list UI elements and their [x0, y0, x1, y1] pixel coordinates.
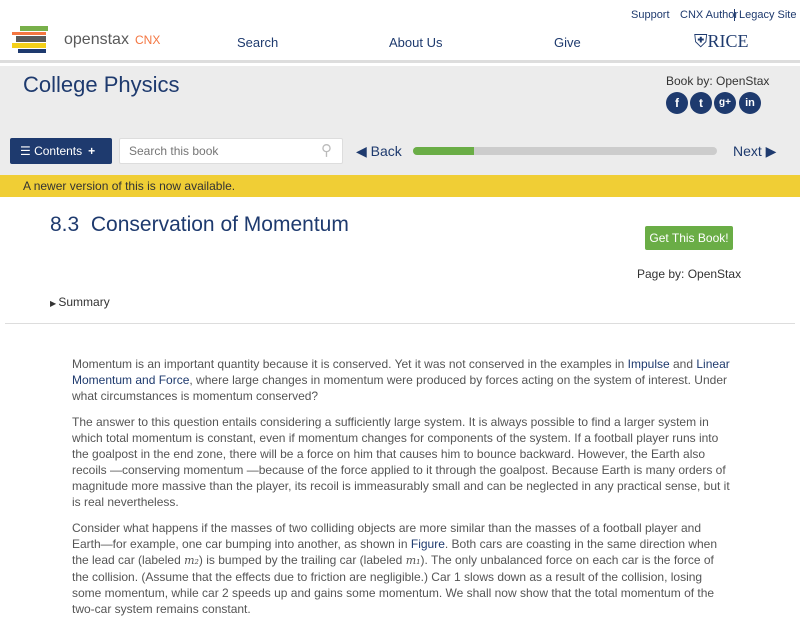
twitter-icon[interactable]: t: [690, 92, 712, 114]
plus-icon: +: [88, 144, 96, 158]
book-title: College Physics: [23, 72, 180, 97]
math-m2: m₂: [184, 554, 199, 567]
page-author: Page by: OpenStax: [637, 267, 742, 281]
list-icon: ☰: [20, 144, 35, 158]
newer-version-link[interactable]: newer version: [33, 179, 109, 193]
linkedin-icon[interactable]: in: [739, 92, 761, 114]
paragraph: Consider what happens if the masses of two colliding objects are more similar than the masses of a football player and Earth—for example, one car bumping into another, as shown in Figure. Both cars are coasting in the same direction when the lead car (labeled m₂) is bumped by the trailing car (labeled m₁). The only unbalanced force on each car is the force of the collision. (Assume that the effects due to friction are negligible.) Car 1 slows down as a result of the collision, losing some momentum, while car 2 speeds up and gains some momentum. We shall now show that the total momentum of the two-car system remains constant.: [72, 521, 718, 616]
divider: [5, 323, 795, 324]
back-button[interactable]: ◀ Back: [356, 143, 402, 159]
nav-search[interactable]: Search: [237, 35, 279, 50]
legacy-site-link[interactable]: Legacy Site: [734, 9, 796, 21]
top-bar: [0, 0, 800, 63]
contents-button[interactable]: ☰ Contents +: [10, 138, 112, 164]
summary-toggle[interactable]: ▶ Summary: [50, 295, 110, 309]
rice-shield-icon: ⛨: [694, 31, 708, 51]
newer-version-banner: A newer version of this is now available.: [0, 175, 800, 197]
google-plus-icon[interactable]: g+: [714, 92, 736, 114]
facebook-icon[interactable]: f: [666, 92, 688, 114]
content-body: [72, 356, 732, 627]
progress-fill: [413, 147, 474, 155]
openstax-logo[interactable]: [12, 26, 172, 56]
next-button[interactable]: Next ▶: [733, 143, 777, 159]
rice-logo[interactable]: ⛨RICE: [694, 31, 749, 51]
impulse-link[interactable]: Impulse: [627, 357, 670, 371]
triangle-right-icon: ▶: [50, 299, 59, 308]
nav-give[interactable]: Give: [554, 35, 581, 50]
logo-text: openstax: [64, 31, 129, 48]
progress-bar: [413, 147, 717, 155]
chevron-right-icon: ▶: [761, 143, 777, 159]
book-author: Book by: OpenStax: [666, 74, 770, 88]
paragraph: The answer to this question entails considering a sufficiently large system. It is always possible to find a larger system in which total momentum is constant, even if momentum changes for components of the system. If a football player runs into the goalpost in the end zone, there will be a force on him that causes him to bounce backward. However, the Earth also recoils —conserving momentum —because of the force applied to it through the goalpost. Because Earth is many orders of magnitude more massive than the player, its recoil is immeasurably small and can be neglected in any practical sense, but it is real nevertheless.: [72, 415, 730, 509]
logo-suffix: CNX: [135, 33, 161, 47]
get-this-book-button[interactable]: Get This Book!: [645, 226, 733, 250]
linear-momentum-link[interactable]: Linear Momentum and Force: [72, 357, 730, 387]
section-title: 8.3 Conservation of Momentum: [50, 213, 349, 236]
paragraph: Momentum is an important quantity because it is conserved. Yet it was not conserved in the examples in Impulse and Linear Momentum and Force, where large changes in momentum were produced by forces acting on the system of interest. Under what circumstances is momentum conserved?: [72, 357, 730, 403]
nav-about-us[interactable]: About Us: [389, 35, 443, 50]
search-input[interactable]: [119, 138, 343, 164]
figure-link[interactable]: Figure: [410, 537, 445, 551]
search-icon[interactable]: ⚲: [321, 142, 332, 159]
math-m1: m₁: [405, 554, 421, 567]
cnx-author-link[interactable]: CNX Author: [680, 9, 739, 21]
chevron-left-icon: ◀: [356, 143, 371, 159]
support-link[interactable]: Support: [631, 9, 670, 21]
